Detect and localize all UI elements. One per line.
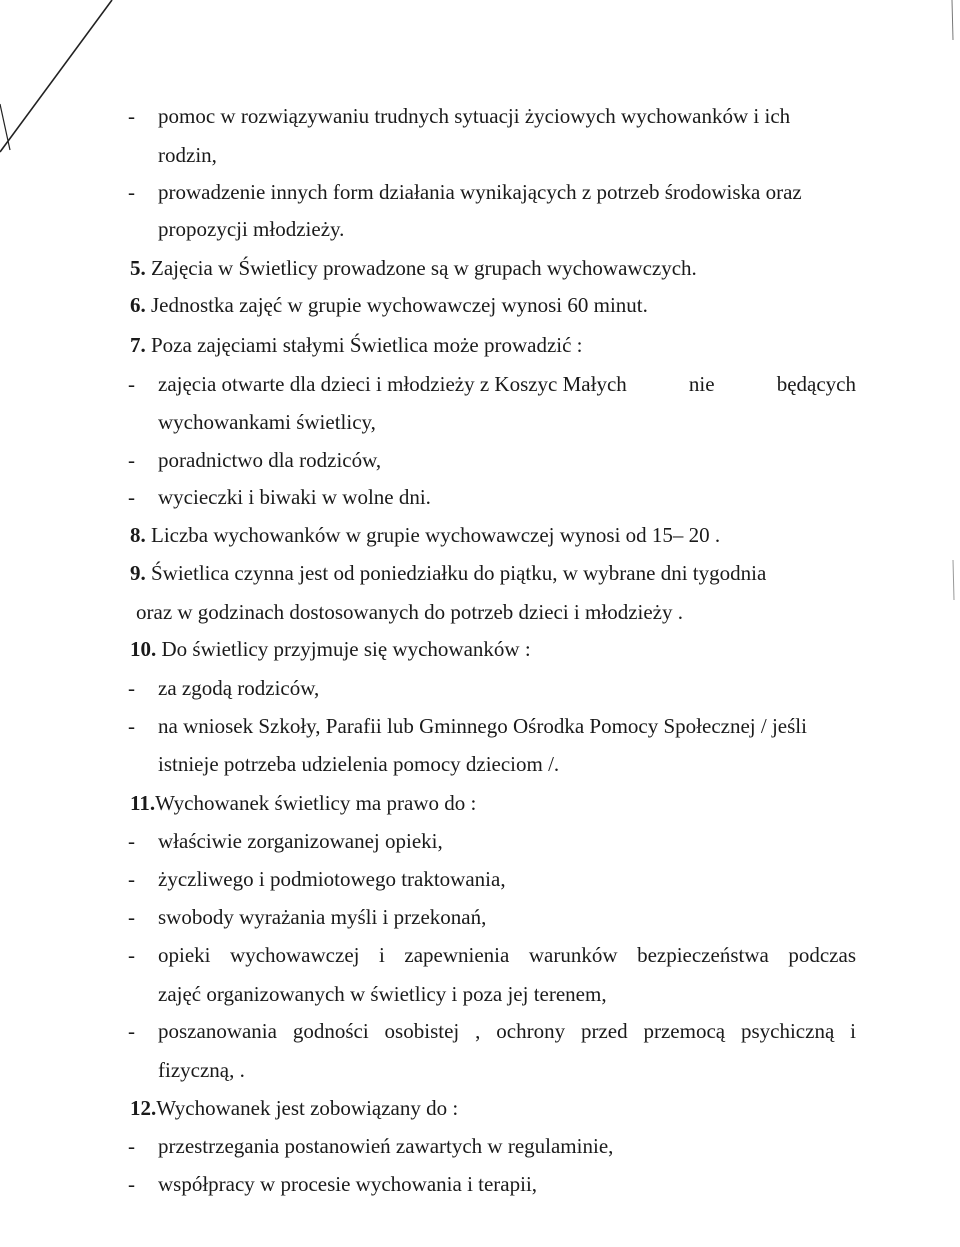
paragraph-line: fizyczną, . xyxy=(158,1058,245,1082)
text-segment: zajęcia otwarte dla dzieci i młodzieży z Koszyc Małych xyxy=(158,372,627,396)
list-dash: - xyxy=(128,676,135,700)
item-12 xyxy=(130,1096,458,1120)
item-number: 11. xyxy=(130,791,156,815)
item-10 xyxy=(130,637,531,661)
item-8 xyxy=(130,523,720,547)
paragraph-line: wychowankami świetlicy, xyxy=(158,410,376,434)
list-dash: - xyxy=(128,180,135,204)
item-text: Wychowanek świetlicy ma prawo do : xyxy=(155,791,477,815)
item-text: Jednostka zajęć w grupie wychowawczej wynosi 60 minut. xyxy=(151,293,648,317)
list-dash: - xyxy=(128,905,135,929)
list-dash: - xyxy=(128,1134,135,1158)
paragraph-line: propozycji młodzieży. xyxy=(158,217,345,241)
item-6 xyxy=(130,293,648,317)
paragraph-line: na wniosek Szkoły, Parafii lub Gminnego Ośrodka Pomocy Społecznej / jeśli xyxy=(158,714,807,738)
item-number: 6. xyxy=(130,293,146,317)
text-segment: będących xyxy=(776,372,856,396)
list-dash: - xyxy=(128,867,135,891)
list-dash: - xyxy=(128,372,135,396)
item-number: 10. xyxy=(130,637,157,661)
paragraph-line: rodzin, xyxy=(158,143,217,167)
list-dash: - xyxy=(128,1172,135,1196)
list-dash: - xyxy=(128,104,135,128)
item-text: Liczba wychowanków w grupie wychowawczej wynosi od 15– 20 . xyxy=(151,523,721,547)
list-dash: - xyxy=(128,485,135,509)
list-dash: - xyxy=(128,448,135,472)
item-number: 8. xyxy=(130,523,146,547)
item-number: 5. xyxy=(130,256,146,280)
item-text: Zajęcia w Świetlicy prowadzone są w grupach wychowawczych. xyxy=(151,256,697,280)
paragraph-line: pomoc w rozwiązywaniu trudnych sytuacji życiowych wychowanków i ich xyxy=(158,104,791,128)
item-text: Świetlica czynna jest od poniedziałku do piątku, w wybrane dni tygodnia xyxy=(151,561,767,585)
paragraph-line: współpracy w procesie wychowania i terapii, xyxy=(158,1172,538,1196)
paragraph-line: przestrzegania postanowień zawartych w regulaminie, xyxy=(158,1134,614,1158)
paragraph-line: oraz w godzinach dostosowanych do potrzeb dzieci i młodzieży . xyxy=(136,600,683,624)
paragraph-line: poradnictwo dla rodziców, xyxy=(158,448,382,472)
item-text: Do świetlicy przyjmuje się wychowanków : xyxy=(161,637,531,661)
item-7 xyxy=(130,333,583,357)
list-dash: - xyxy=(128,714,135,738)
paragraph-line: swobody wyrażania myśli i przekonań, xyxy=(158,905,487,929)
item-number: 9. xyxy=(130,561,146,585)
paragraph-line: prowadzenie innych form działania wynikających z potrzeb środowiska oraz xyxy=(158,180,802,204)
item-number: 12. xyxy=(130,1096,157,1120)
list-dash: - xyxy=(128,1019,135,1043)
scan-right-edge xyxy=(944,0,960,600)
paragraph-line: właściwie zorganizowanej opieki, xyxy=(158,829,443,853)
list-dash: - xyxy=(128,943,135,967)
item-11 xyxy=(130,791,476,815)
item-text: Poza zajęciami stałymi Świetlica może prowadzić : xyxy=(151,333,583,357)
paragraph-line: życzliwego i podmiotowego traktowania, xyxy=(158,867,506,891)
paragraph-line: wycieczki i biwaki w wolne dni. xyxy=(158,485,431,509)
item-5 xyxy=(130,256,697,280)
scan-corner-mark xyxy=(0,0,120,160)
list-dash: - xyxy=(128,829,135,853)
item-9 xyxy=(130,561,766,585)
item-text: Wychowanek jest zobowiązany do : xyxy=(156,1096,459,1120)
paragraph-line: istnieje potrzeba udzielenia pomocy dzieciom /. xyxy=(158,752,560,776)
paragraph-line: poszanowania godności osobistej , ochrony przed przemocą psychiczną i xyxy=(158,1019,856,1043)
paragraph-line: opieki wychowawczej i zapewnienia warunków bezpieczeństwa podczas xyxy=(158,943,856,967)
paragraph-line: za zgodą rodziców, xyxy=(158,676,320,700)
item-number: 7. xyxy=(130,333,146,357)
paragraph-line: zajęć organizowanych w świetlicy i poza jej terenem, xyxy=(158,982,607,1006)
paragraph-line xyxy=(158,372,856,396)
text-segment: nie xyxy=(688,372,715,396)
